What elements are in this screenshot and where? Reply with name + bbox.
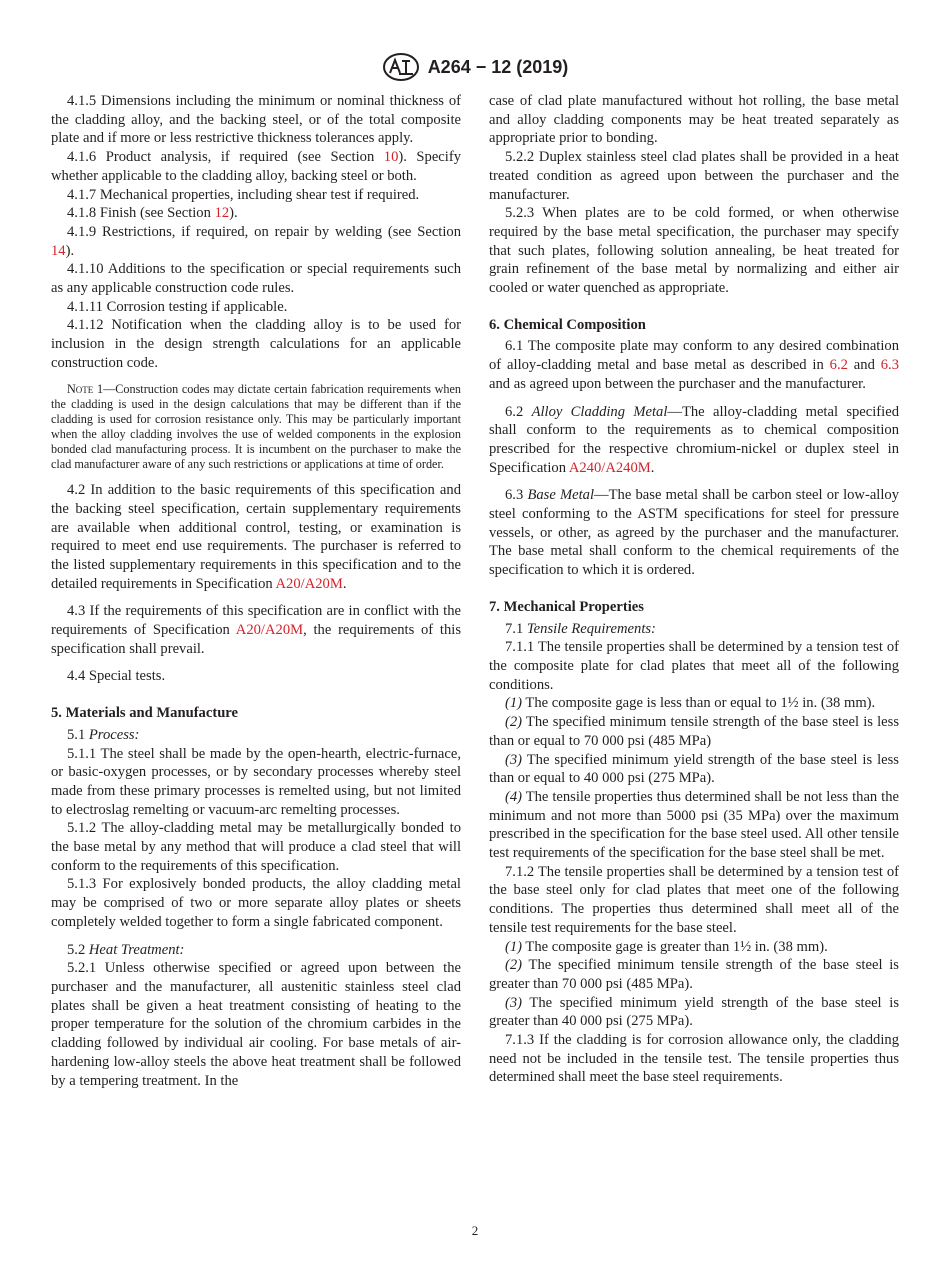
- clause-5-2-3: 5.2.3 When plates are to be cold formed, or when otherwise required by the base metal specification, the purchaser may specify that such plates, following solution annealing, be heat treated for grain refinement of the base metal by normalizing and either air cooled or water quenched as appropriate.: [489, 205, 899, 297]
- clause-5-1-1: 5.1.1 The steel shall be made by the open-hearth, electric-furnace, or basic-oxygen processes, or by secondary processes whereby steel made from these primary processes is remelted using, but not limited to electroslag remelting or vacuum-arc remelting processes.: [51, 745, 461, 818]
- clause-5-2-1: 5.2.1 Unless otherwise specified or agreed upon between the purchaser and the manufacturer, all austenitic stainless steel clad plates shall be given a heat treatment consisting of heating to the proper temperature for the solution of the chromium carbides in the cladding followed by individual air cooling. For base metals of air-hardening low-alloy steels the above heat treatment shall be followed by a tempering treatment. In the: [51, 960, 461, 1089]
- clause-5-1-3: 5.1.3 For explosively bonded products, the alloy cladding metal may be comprised of two or more separate alloy plates or sheets completely welded together to form a single fabricated component.: [51, 876, 461, 930]
- clause-5-1-2: 5.1.2 The alloy-cladding metal may be metallurgically bonded to the base metal by any method that will produce a clad steel that will conform to the requirements of this specification.: [51, 820, 461, 874]
- page-header: [0, 52, 950, 82]
- section-6-heading: 6. Chemical Composition: [489, 316, 646, 333]
- clause-7-1: 7.1 Tensile Requirements:: [505, 620, 656, 637]
- document-designation: A264 − 12 (2019): [427, 56, 569, 77]
- a240-link[interactable]: A240/A240M: [568, 459, 651, 476]
- clause-6-3: 6.3 Base Metal—The base metal shall be carbon steel or low-alloy steel conforming to the ASTM specifications for steel for pressure vessels, or other, as agreed by the purchaser and the manufacturer. The base metal shall conform to the chemical requirements of the specification to which it is ordered.: [489, 487, 899, 579]
- page-number: 2: [471, 1223, 479, 1238]
- clause-4-1-10: 4.1.10 Additions to the specification or special requirements such as any applicable construction code rules.: [51, 261, 461, 297]
- section-12-link[interactable]: 12: [214, 205, 230, 222]
- right-column: [489, 92, 899, 1087]
- condition-b2: (2) The specified minimum tensile strength of the base steel is greater than 70 000 psi (485 MPa).: [489, 957, 899, 992]
- section-7-heading: 7. Mechanical Properties: [489, 598, 644, 615]
- condition-b3: (3) The specified minimum yield strength of the base steel is greater than 40 000 psi (275 MPa).: [489, 994, 899, 1030]
- condition-1: (1) The composite gage is less than or equal to 1½ in. (38 mm).: [505, 695, 876, 712]
- clause-5-2-1-continued: case of clad plate manufactured without hot rolling, the base metal and alloy cladding components may be heat treated separately as appropriate prior to bonding.: [489, 93, 899, 147]
- condition-2: (2) The specified minimum tensile strength of the base steel is less than or equal to 70 000 psi (485 MPa): [489, 714, 899, 749]
- clause-6-3-link[interactable]: 6.3: [880, 357, 899, 374]
- clause-4-4: 4.4 Special tests.: [67, 668, 166, 685]
- clause-4-3: 4.3 If the requirements of this specification are in conflict with the requirements of Specification A20/A20M, the requirements of this specification shall prevail.: [51, 603, 462, 657]
- clause-5-2: 5.2 Heat Treatment:: [67, 941, 185, 958]
- a20-link-2[interactable]: A20/A20M: [235, 622, 304, 639]
- clause-7-1-2: 7.1.2 The tensile properties shall be determined by a tension test of the base steel only for clad plates that meet one of the following conditions. The properties thus determined shall meet all of the tensile test requirements for the base steel.: [489, 863, 899, 936]
- clause-4-1-6: 4.1.6 Product analysis, if required (see Section 10). Specify whether applicable to the cladding alloy, backing steel or both.: [51, 149, 461, 184]
- astm-logo-icon: [382, 52, 420, 82]
- left-column: [51, 92, 461, 1090]
- clause-4-1-7: 4.1.7 Mechanical properties, including shear test if required.: [67, 186, 420, 203]
- clause-6-2-link[interactable]: 6.2: [829, 357, 848, 374]
- condition-b1: (1) The composite gage is greater than 1½ in. (38 mm).: [505, 938, 828, 955]
- note-label: Note 1: [67, 381, 104, 396]
- condition-4: (4) The tensile properties thus determined shall be not less than the minimum and not more than 5000 psi (35 MPa) over the maximum prescribed in the specification for the base steel used. All other tensile test requirements of the specification for the base steel shall be met.: [489, 788, 899, 862]
- clause-6-1: 6.1 The composite plate may conform to any desired combination of alloy-cladding metal and base metal as described in 6.2 and 6.3 and as agreed upon between the purchaser and the manufacturer.: [489, 338, 899, 392]
- clause-4-1-12: 4.1.12 Notification when the cladding alloy is to be used for inclusion in the design strength calculations for an applicable construction code.: [51, 317, 461, 371]
- clause-7-1-3: 7.1.3 If the cladding is for corrosion allowance only, the cladding need not be included in the tensile test. The tensile properties thus determined shall meet the base steel requirements.: [489, 1032, 899, 1086]
- clause-4-1-5: 4.1.5 Dimensions including the minimum or nominal thickness of the cladding alloy, and the backing steel, or of the total composite plate and if more or less restrictive thickness tolerances apply.: [51, 93, 461, 147]
- condition-3: (3) The specified minimum yield strength of the base steel is less than or equal to 40 000 psi (275 MPa).: [489, 751, 899, 787]
- section-14-link[interactable]: 14: [51, 242, 66, 259]
- clause-4-1-9: 4.1.9 Restrictions, if required, on repair by welding (see Section 14).: [51, 223, 461, 259]
- note-1: Note 1—Construction codes may dictate certain fabrication requirements when the cladding is used in the design calculations that may be different than if the cladding is used for corrosion resistance only. This may be particularly important when the alloy cladding involves the use of welded components in the explosion bonded clad manufacturing process. It is incumbent on the purchaser to make the clad manufacturer aware of any such restrictions or applications at time of order.: [51, 381, 462, 472]
- clause-6-2: 6.2 Alloy Cladding Metal—The alloy-cladding metal specified shall conform to the requirements as to chemical composition prescribed for the respective chromium-nickel or duplex steel in Specification A240/A240M.: [489, 403, 899, 476]
- section-10-link[interactable]: 10: [383, 149, 399, 166]
- clause-4-1-11: 4.1.11 Corrosion testing if applicable.: [67, 298, 288, 315]
- clause-4-2: 4.2 In addition to the basic requirements of this specification and the backing steel specification, certain supplementary requirements are available when additional control, testing, or examination is required to meet end use requirements. The purchaser is referred to the listed supplementary requirements in this specification and to the detailed requirements in Specification A20/A20M.: [51, 482, 461, 592]
- section-5-heading: 5. Materials and Manufacture: [51, 705, 238, 722]
- clause-5-1: 5.1 Process:: [67, 726, 140, 743]
- clause-4-1-8: 4.1.8 Finish (see Section 12).: [67, 205, 238, 222]
- clause-7-1-1: 7.1.1 The tensile properties shall be determined by a tension test of the composite plate for clad plates that meet all of the following conditions.: [489, 639, 899, 693]
- a20-link[interactable]: A20/A20M: [275, 575, 343, 592]
- clause-5-2-2: 5.2.2 Duplex stainless steel clad plates shall be provided in a heat treated condition as agreed upon between the purchaser and the manufacturer.: [489, 149, 899, 203]
